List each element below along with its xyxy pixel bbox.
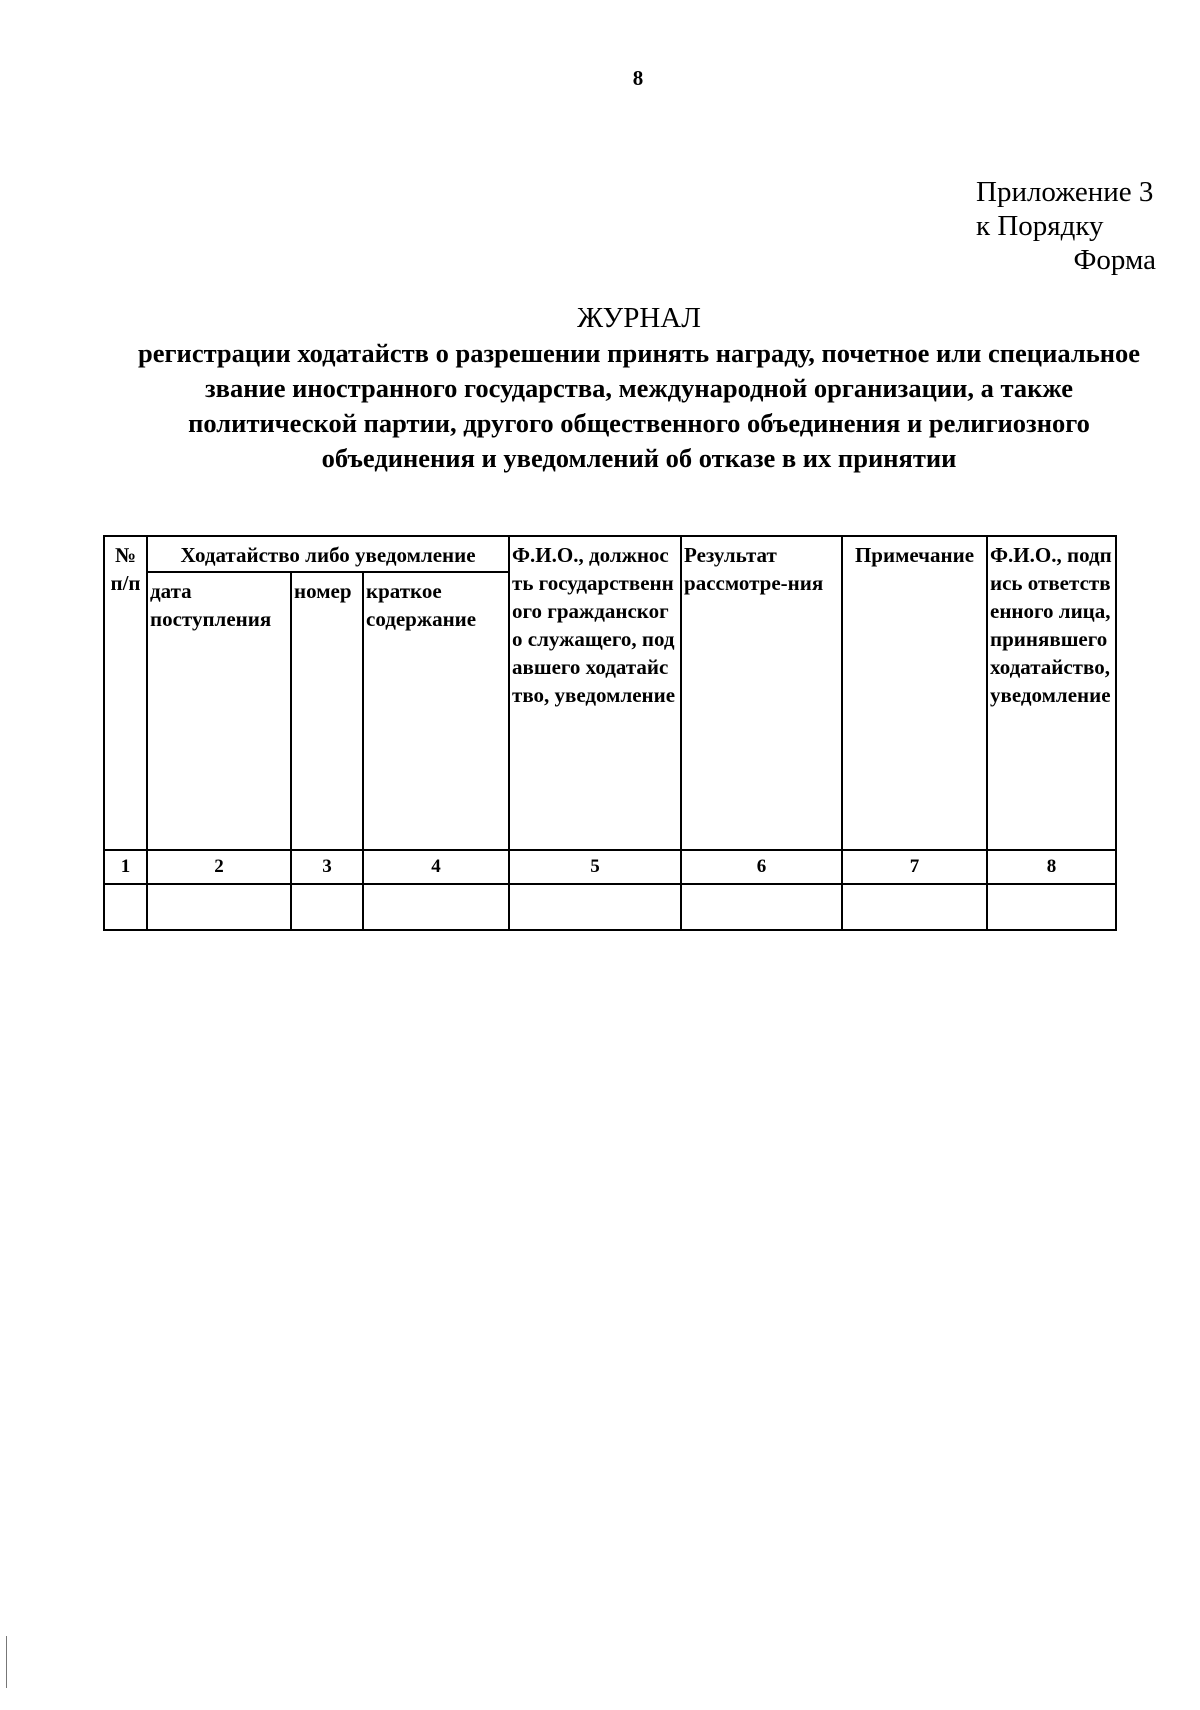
header-note: Примечание: [842, 536, 987, 850]
column-number: 6: [681, 850, 842, 884]
empty-cell: [681, 884, 842, 930]
column-number: 7: [842, 850, 987, 884]
appendix-reference: к Порядку: [976, 210, 1104, 242]
empty-cell: [147, 884, 291, 930]
column-number: 4: [363, 850, 509, 884]
empty-cell: [509, 884, 681, 930]
column-number: 3: [291, 850, 363, 884]
header-date: дата поступления: [147, 572, 291, 850]
header-petition-group: Ходатайство либо уведомление: [147, 536, 509, 572]
appendix-line: Приложение 3: [976, 176, 1154, 208]
empty-cell: [842, 884, 987, 930]
column-number: 5: [509, 850, 681, 884]
empty-entry-row: [104, 884, 1116, 930]
column-number: 2: [147, 850, 291, 884]
page-number: 8: [632, 66, 644, 90]
scan-edge-mark: [6, 1636, 7, 1688]
journal-table: [103, 535, 1117, 931]
header-reg-number: номер: [291, 572, 363, 850]
appendix-block: [976, 175, 1156, 277]
form-label: Форма: [1073, 244, 1156, 276]
document-title: ЖУРНАЛ: [577, 302, 701, 334]
header-number: № п/п: [104, 536, 147, 850]
column-number-row: [104, 850, 1116, 884]
document-subtitle: регистрации ходатайств о разрешении принять награду, почетное или специальное звание иностранного государства, международной организации, а также политической партии, другого общественного объединения и религиозного объединения и уведомлений об отказе в их принятии: [138, 338, 1140, 473]
column-number: 1: [104, 850, 147, 884]
header-employee: Ф.И.О., должность государственного гражданского служащего, подавшего ходатайство, уведомление: [509, 536, 681, 850]
empty-cell: [987, 884, 1116, 930]
header-summary: краткое содержание: [363, 572, 509, 850]
column-number: 8: [987, 850, 1116, 884]
empty-cell: [363, 884, 509, 930]
header-result: Результат рассмотре-ния: [681, 536, 842, 850]
empty-cell: [291, 884, 363, 930]
header-responsible: Ф.И.О., подпись ответственного лица, принявшего ходатайство, уведомление: [987, 536, 1116, 850]
empty-cell: [104, 884, 147, 930]
